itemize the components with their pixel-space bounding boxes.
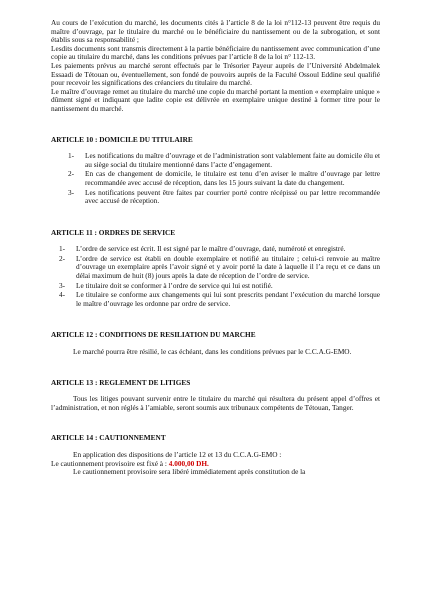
list-item: 2- L’ordre de service est établi en double exemplaire et notifié au titulaire ; celui-ci renvoie au maître d’ouvrage un exemplaire après l’avoir signé et y avoir porté la date à laquelle il l’a reçu et ce dans un délai maximum de huit (8) jours après la date de réception de l’ordre de service.	[59, 253, 380, 281]
article-14-section	[51, 434, 380, 476]
article-10-section	[51, 136, 380, 206]
article-10-list	[51, 152, 380, 206]
article-12-text: Le marché pourra être résilié, le cas échéant, dans les conditions prévues par le C.C.A.G-EMO.	[73, 347, 352, 357]
article-14-line-1: En application des dispositions de l’article 12 et 13 du C.C.A.G-EMO :	[73, 450, 282, 459]
intro-paragraph-1: Au cours de l’exécution du marché, les documents cités à l’article 8 de la loi n°112-13 peuvent être requis du maître d’ouvrage, par le titulaire du marché ou le bénéficiaire du nantissement ou de la subrogation, et sont établis sous sa responsabilité ;	[51, 18, 380, 45]
intro-section	[51, 19, 380, 114]
intro-paragraph-4: Le maître d’ouvrage remet au titulaire du marché une copie du marché portant la mention « exemplaire unique » dûment signé et indiquant que ladite copie est délivrée en exemplaire unique destiné à former titre pour le nantissement du marché.	[51, 86, 380, 113]
deposit-label: Le cautionnement provisoire est fixé à :	[51, 458, 169, 468]
article-11-section	[51, 229, 380, 309]
article-10-heading: ARTICLE 10 : DOMICILE DU TITULAIRE	[51, 134, 193, 144]
article-13-heading: ARTICLE 13 : REGLEMENT DE LITIGES	[51, 377, 191, 387]
list-item: 1- L’ordre de service est écrit. Il est signé par le maître d’ouvrage, daté, numéroté et enregistré.	[59, 244, 346, 254]
list-item: 2- En cas de changement de domicile, le titulaire est tenu d’en aviser le maître d’ouvrage par lettre recommandée avec accusé de réception, dans les 15 jours suivant la date du changement.	[68, 169, 380, 187]
list-item: 3- Le titulaire doit se conformer à l’ordre de service qui lui est notifié.	[59, 280, 273, 290]
intro-paragraph-2: Lesdits documents sont transmis directement à la partie bénéficiaire du nantissement avec communication d’une copie au titulaire du marché, dans les conditions prévues par l’article 8 de la loi n° 112-13.	[51, 43, 380, 62]
article-12-heading: ARTICLE 12 : CONDITIONS DE RESILIATION DU MARCHE	[51, 330, 256, 340]
article-13-section	[51, 379, 380, 413]
article-12-section	[51, 331, 380, 356]
article-13-text: Tous les litiges pouvant survenir entre le titulaire du marché qui résultera du présent appel d’offres et l’administration, et non réglés à l’amiable, seront soumis aux tribunaux compétents de Tétouan, Tanger.	[51, 394, 380, 412]
deposit-amount: 4.000,00 DH.	[168, 458, 209, 468]
article-11-heading: ARTICLE 11 : ORDRES DE SERVICE	[51, 227, 176, 237]
article-14-heading: ARTICLE 14 : CAUTIONNEMENT	[51, 433, 166, 443]
intro-paragraph-3: Les paiements prévus au marché seront effectués par le Trésorier Payeur auprès de l’Université Abdelmalek Essaadi de Tétouan ou, éventuellement, son fondé de pouvoirs auprès de la Faculté Ossoul Eddine seul qualifié pour recevoir les significations des créanciers du titulaire du marché.	[51, 60, 380, 88]
article-11-list	[51, 245, 380, 308]
list-item: 4- Le titulaire se conforme aux changements qui lui sont prescrits pendant l’exécution du marché lorsque le maître d’ouvrage les ordonne par ordre de service.	[59, 290, 380, 308]
article-14-line-3: Le cautionnement provisoire sera libéré immédiatement après constitution de la	[73, 467, 306, 477]
list-item: 1- Les notifications du maître d’ouvrage et de l’administration sont valablement faite au domicile élu et au siège social du titulaire mentionné dans l’acte d’engagement.	[68, 151, 380, 169]
list-item: 3- Les notifications peuvent être faites par courrier porté contre récépissé ou par lettre recommandée avec accusé de réception.	[68, 187, 380, 206]
